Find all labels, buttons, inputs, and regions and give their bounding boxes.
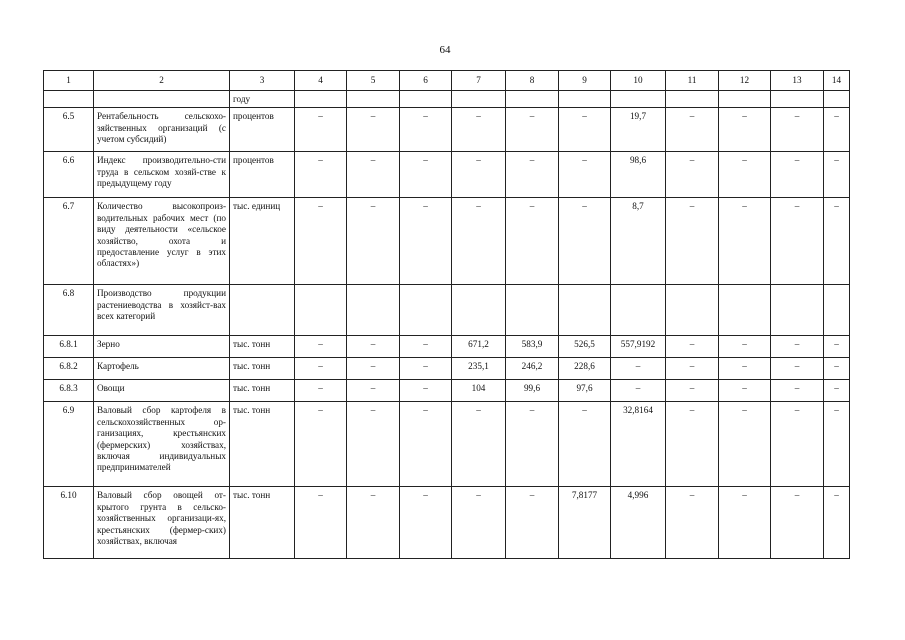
value-cell: – (824, 358, 850, 380)
value-cell: – (400, 402, 452, 487)
indicator-name: Валовый сбор картофеля в сельскохозяйственных ор-ганизациях, крестьянских (фермерских) хозяйствах, включая индивидуальных предпринимателей (94, 402, 230, 487)
value-cell: – (347, 108, 400, 152)
value-cell: – (824, 336, 850, 358)
value-cell: – (559, 198, 611, 285)
value-cell (559, 285, 611, 336)
value-cell: – (824, 108, 850, 152)
unit-cell: процентов (230, 108, 295, 152)
value-cell: – (347, 336, 400, 358)
indicator-name: Индекс производительно-сти труда в сельском хозяй-стве к предыдущему году (94, 152, 230, 198)
value-cell: – (719, 108, 771, 152)
value-cell (506, 285, 559, 336)
table-row (44, 380, 850, 402)
table-row (44, 285, 850, 336)
column-number-row (44, 71, 850, 91)
table-row (44, 336, 850, 358)
value-cell: – (666, 152, 719, 198)
indicator-name: Зерно (94, 336, 230, 358)
column-number: 3 (230, 71, 295, 91)
value-cell: – (559, 108, 611, 152)
value-cell (347, 91, 400, 108)
value-cell: 228,6 (559, 358, 611, 380)
value-cell: 4,996 (611, 487, 666, 559)
value-cell: – (719, 336, 771, 358)
value-cell: 99,6 (506, 380, 559, 402)
value-cell: 98,6 (611, 152, 666, 198)
value-cell: – (347, 402, 400, 487)
value-cell: – (666, 336, 719, 358)
table-row (44, 402, 850, 487)
value-cell: – (452, 108, 506, 152)
value-cell (506, 91, 559, 108)
unit-cell: тыс. тонн (230, 487, 295, 559)
row-number: 6.8.3 (44, 380, 94, 402)
value-cell: – (295, 380, 347, 402)
value-cell: – (452, 402, 506, 487)
value-cell (666, 285, 719, 336)
value-cell: – (295, 198, 347, 285)
value-cell (719, 91, 771, 108)
value-cell (666, 91, 719, 108)
value-cell: – (400, 380, 452, 402)
value-cell: – (771, 198, 824, 285)
value-cell: 583,9 (506, 336, 559, 358)
value-cell: – (611, 380, 666, 402)
value-cell (719, 285, 771, 336)
column-number: 14 (824, 71, 850, 91)
value-cell: – (666, 198, 719, 285)
value-cell: – (506, 487, 559, 559)
row-number: 6.9 (44, 402, 94, 487)
value-cell: 97,6 (559, 380, 611, 402)
row-number: 6.8 (44, 285, 94, 336)
value-cell: – (719, 358, 771, 380)
row-number: 6.5 (44, 108, 94, 152)
column-number: 1 (44, 71, 94, 91)
value-cell: – (666, 108, 719, 152)
value-cell: – (452, 152, 506, 198)
value-cell: 246,2 (506, 358, 559, 380)
value-cell: – (400, 108, 452, 152)
value-cell: – (295, 402, 347, 487)
value-cell: – (400, 152, 452, 198)
column-number: 13 (771, 71, 824, 91)
unit-cell (230, 285, 295, 336)
unit-cell: тыс. тонн (230, 336, 295, 358)
value-cell: – (347, 198, 400, 285)
value-cell: 7,8177 (559, 487, 611, 559)
value-cell: – (295, 487, 347, 559)
value-cell: – (559, 402, 611, 487)
value-cell: – (295, 152, 347, 198)
value-cell (611, 91, 666, 108)
table-row (44, 108, 850, 152)
row-number: 6.10 (44, 487, 94, 559)
column-number: 11 (666, 71, 719, 91)
value-cell (400, 285, 452, 336)
unit-cell: тыс. тонн (230, 402, 295, 487)
value-cell (771, 91, 824, 108)
value-cell: 557,9192 (611, 336, 666, 358)
value-cell: – (347, 380, 400, 402)
value-cell (611, 285, 666, 336)
unit-cell: году (230, 91, 295, 108)
value-cell: – (506, 108, 559, 152)
row-number: 6.7 (44, 198, 94, 285)
indicator-name: Количество высокопроиз-водительных рабочих мест (по виду деятельности «сельское хозяйство, охота и предоставление услуг в этих областях») (94, 198, 230, 285)
column-number: 2 (94, 71, 230, 91)
value-cell: – (347, 152, 400, 198)
value-cell: – (824, 487, 850, 559)
table-row (44, 487, 850, 559)
value-cell: – (666, 380, 719, 402)
value-cell (400, 91, 452, 108)
column-number: 7 (452, 71, 506, 91)
value-cell: – (506, 198, 559, 285)
value-cell: – (824, 380, 850, 402)
value-cell (347, 285, 400, 336)
value-cell: – (719, 198, 771, 285)
value-cell: – (771, 487, 824, 559)
indicator-name: Рентабельность сельскохо-зяйственных организаций (с учетом субсидий) (94, 108, 230, 152)
column-number: 6 (400, 71, 452, 91)
value-cell: – (824, 402, 850, 487)
row-number: 6.6 (44, 152, 94, 198)
indicator-name (94, 91, 230, 108)
value-cell (295, 285, 347, 336)
value-cell: – (719, 380, 771, 402)
table-row (44, 91, 850, 108)
value-cell: – (666, 487, 719, 559)
value-cell: – (771, 358, 824, 380)
value-cell: – (400, 336, 452, 358)
row-number: 6.8.2 (44, 358, 94, 380)
column-number: 8 (506, 71, 559, 91)
table-row (44, 152, 850, 198)
unit-cell: процентов (230, 152, 295, 198)
value-cell: – (771, 380, 824, 402)
value-cell (824, 285, 850, 336)
value-cell: – (506, 402, 559, 487)
value-cell: – (666, 358, 719, 380)
indicator-name: Овощи (94, 380, 230, 402)
value-cell: – (347, 487, 400, 559)
value-cell: – (771, 152, 824, 198)
unit-cell: тыс. тонн (230, 380, 295, 402)
value-cell: – (506, 152, 559, 198)
value-cell: – (295, 108, 347, 152)
indicator-name: Производство продукции растениеводства в хозяйст-вах всех категорий (94, 285, 230, 336)
value-cell: – (400, 487, 452, 559)
column-number: 4 (295, 71, 347, 91)
row-number: 6.8.1 (44, 336, 94, 358)
value-cell: – (400, 198, 452, 285)
column-number: 10 (611, 71, 666, 91)
table-row (44, 198, 850, 285)
value-cell: 32,8164 (611, 402, 666, 487)
value-cell: – (400, 358, 452, 380)
unit-cell: тыс. единиц (230, 198, 295, 285)
value-cell (295, 91, 347, 108)
column-number: 12 (719, 71, 771, 91)
value-cell: 235,1 (452, 358, 506, 380)
value-cell: – (824, 198, 850, 285)
value-cell: – (666, 402, 719, 487)
value-cell (452, 285, 506, 336)
value-cell: – (347, 358, 400, 380)
value-cell: 8,7 (611, 198, 666, 285)
value-cell: – (771, 336, 824, 358)
indicator-name: Картофель (94, 358, 230, 380)
row-number (44, 91, 94, 108)
column-number: 5 (347, 71, 400, 91)
value-cell: – (559, 152, 611, 198)
value-cell: – (452, 487, 506, 559)
value-cell: – (771, 402, 824, 487)
value-cell: – (295, 358, 347, 380)
value-cell (559, 91, 611, 108)
value-cell (452, 91, 506, 108)
value-cell (824, 91, 850, 108)
value-cell: – (824, 152, 850, 198)
value-cell: 526,5 (559, 336, 611, 358)
value-cell: – (611, 358, 666, 380)
value-cell: – (295, 336, 347, 358)
value-cell: – (452, 198, 506, 285)
column-number: 9 (559, 71, 611, 91)
table-row (44, 358, 850, 380)
value-cell: 671,2 (452, 336, 506, 358)
data-table (43, 70, 850, 559)
value-cell: – (719, 402, 771, 487)
value-cell: – (771, 108, 824, 152)
value-cell: – (719, 152, 771, 198)
value-cell: 19,7 (611, 108, 666, 152)
page-number: 64 (439, 44, 451, 56)
indicator-name: Валовый сбор овощей от-крытого грунта в сельско-хозяйственных организаци-ях, крестьянских (фермер-ских) хозяйствах, включая (94, 487, 230, 559)
unit-cell: тыс. тонн (230, 358, 295, 380)
value-cell: – (719, 487, 771, 559)
value-cell: 104 (452, 380, 506, 402)
value-cell (771, 285, 824, 336)
